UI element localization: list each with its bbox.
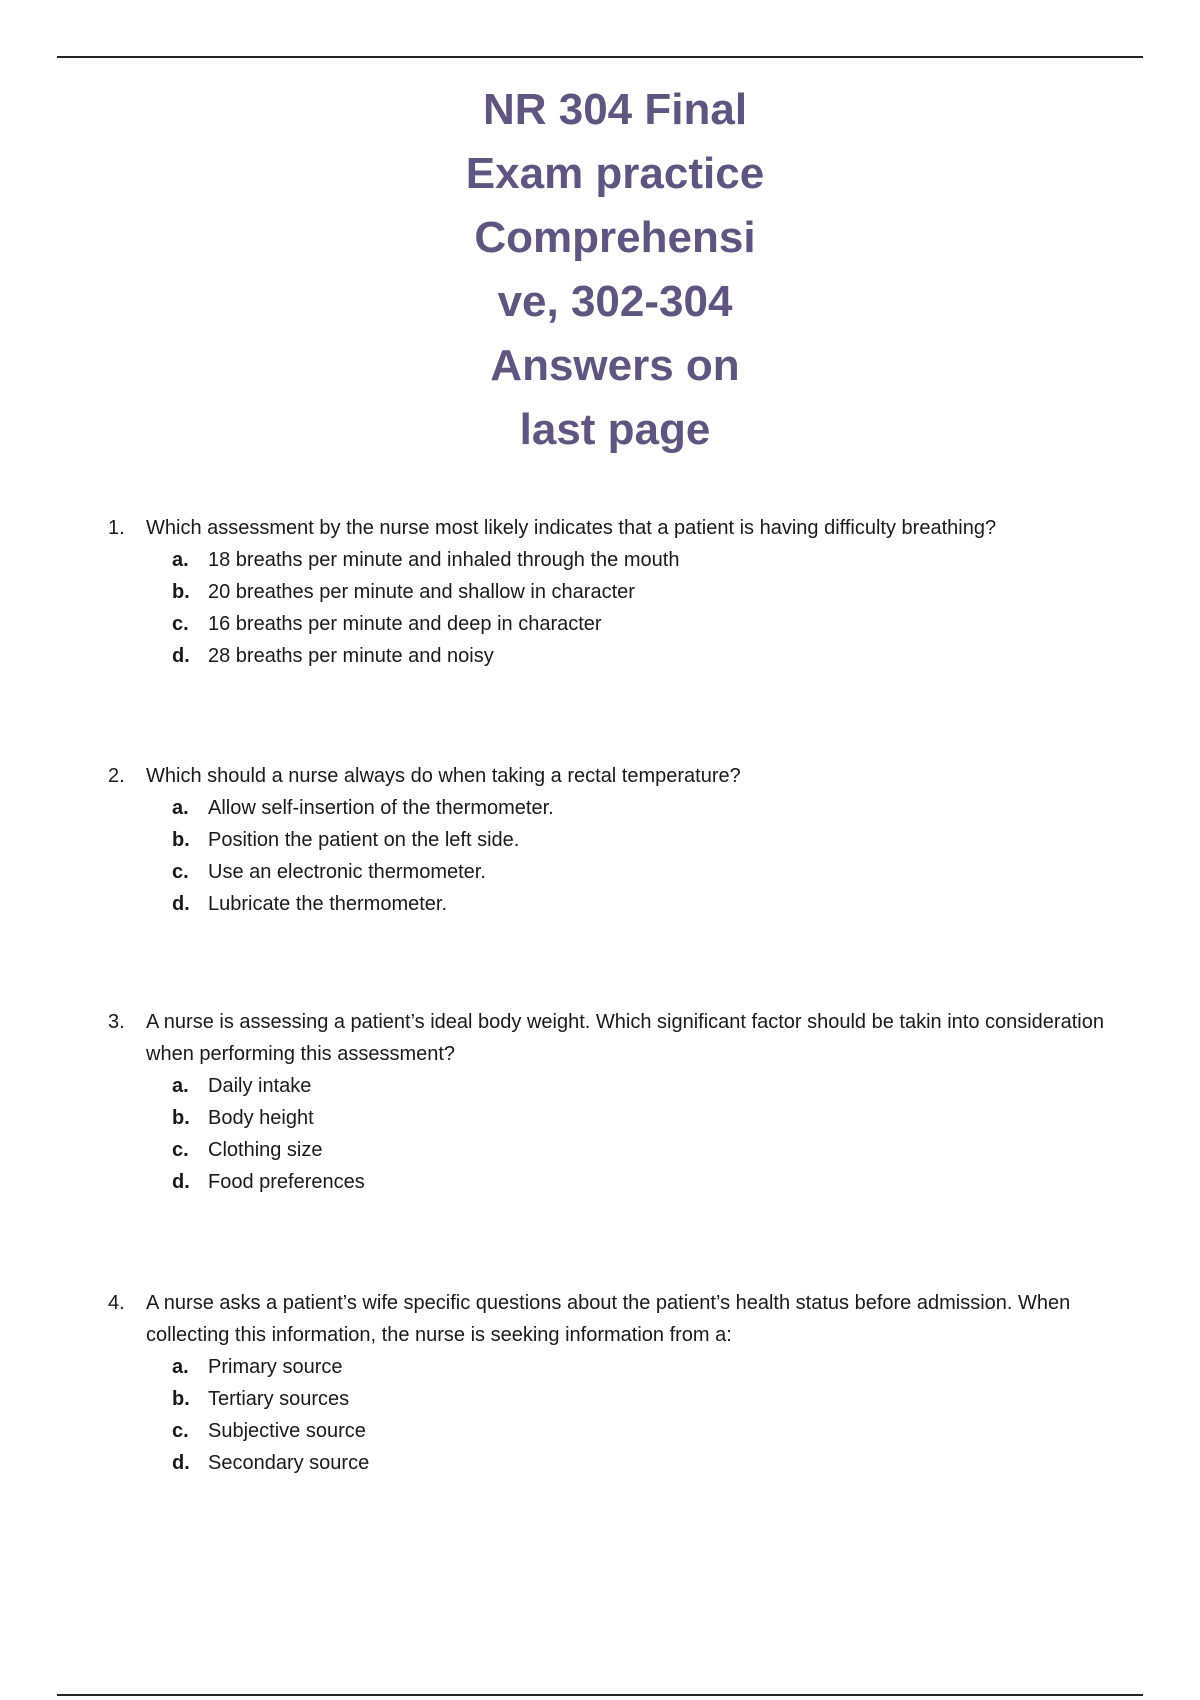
answer-option <box>172 792 1108 824</box>
option-letter: a. <box>172 1075 189 1097</box>
option-letter: a. <box>172 797 189 819</box>
document-title <box>410 78 820 462</box>
title-line: NR 304 Final <box>482 85 748 134</box>
option-text: 18 breaths per minute and inhaled through the mouth <box>208 549 680 571</box>
answer-options <box>108 544 1108 672</box>
option-text: Clothing size <box>208 1139 323 1161</box>
option-text: Daily intake <box>208 1075 312 1097</box>
option-letter: b. <box>172 581 190 603</box>
answer-option <box>172 576 1108 608</box>
option-letter: c. <box>172 861 189 883</box>
option-text: Secondary source <box>208 1452 370 1474</box>
answer-option <box>172 640 1108 672</box>
option-letter: b. <box>172 1388 190 1410</box>
option-letter: c. <box>172 1139 189 1161</box>
option-letter: c. <box>172 1420 189 1442</box>
answer-option <box>172 608 1108 640</box>
option-letter: d. <box>172 1171 190 1193</box>
answer-options <box>108 1351 1108 1479</box>
answer-option <box>172 1351 1108 1383</box>
title-line: Answers on <box>490 341 740 390</box>
answer-option <box>172 824 1108 856</box>
option-text: Subjective source <box>208 1420 366 1442</box>
answer-option <box>172 888 1108 920</box>
question-number: 2. <box>108 765 125 787</box>
question-4 <box>108 1287 1108 1479</box>
option-text: Allow self-insertion of the thermometer. <box>208 797 554 819</box>
question-text: A nurse is assessing a patient’s ideal body weight. Which significant factor should be takin into consideration when performing this assessment? <box>146 1011 1104 1065</box>
answer-option <box>172 1102 1108 1134</box>
answer-option <box>172 1134 1108 1166</box>
bottom-rule <box>57 1694 1143 1696</box>
title-line: Comprehensi <box>474 213 756 262</box>
title-line: last page <box>519 405 711 454</box>
question-text: A nurse asks a patient’s wife specific questions about the patient’s health status before admission. When collecting this information, the nurse is seeking information from a: <box>146 1292 1071 1346</box>
answer-options <box>108 1070 1108 1198</box>
question-3 <box>108 1006 1108 1198</box>
option-letter: a. <box>172 1356 189 1378</box>
option-text: Food preferences <box>208 1171 365 1193</box>
option-letter: b. <box>172 1107 190 1129</box>
answer-option <box>172 1070 1108 1102</box>
option-letter: d. <box>172 1452 190 1474</box>
title-line: Exam practice <box>465 149 765 198</box>
answer-option <box>172 1383 1108 1415</box>
question-text: Which should a nurse always do when taking a rectal temperature? <box>146 765 741 787</box>
option-letter: c. <box>172 613 189 635</box>
option-text: Tertiary sources <box>208 1388 350 1410</box>
top-rule <box>57 56 1143 58</box>
option-text: 20 breathes per minute and shallow in character <box>208 581 635 603</box>
option-text: 28 breaths per minute and noisy <box>208 645 494 667</box>
title-line: ve, 302-304 <box>497 277 733 326</box>
answer-option <box>172 1166 1108 1198</box>
question-1 <box>108 512 1108 672</box>
option-letter: b. <box>172 829 190 851</box>
question-2 <box>108 760 1108 920</box>
option-letter: d. <box>172 893 190 915</box>
answer-options <box>108 792 1108 920</box>
option-text: Lubricate the thermometer. <box>208 893 448 915</box>
option-text: Use an electronic thermometer. <box>208 861 486 883</box>
option-letter: a. <box>172 549 189 571</box>
option-letter: d. <box>172 645 190 667</box>
question-number: 1. <box>108 517 125 539</box>
question-number: 3. <box>108 1011 125 1033</box>
answer-option <box>172 856 1108 888</box>
answer-option <box>172 1415 1108 1447</box>
option-text: Primary source <box>208 1356 343 1378</box>
answer-option <box>172 1447 1108 1479</box>
question-text: Which assessment by the nurse most likely indicates that a patient is having difficulty breathing? <box>146 517 997 539</box>
question-number: 4. <box>108 1292 125 1314</box>
option-text: Position the patient on the left side. <box>208 829 520 851</box>
option-text: 16 breaths per minute and deep in character <box>208 613 602 635</box>
answer-option <box>172 544 1108 576</box>
option-text: Body height <box>208 1107 314 1129</box>
